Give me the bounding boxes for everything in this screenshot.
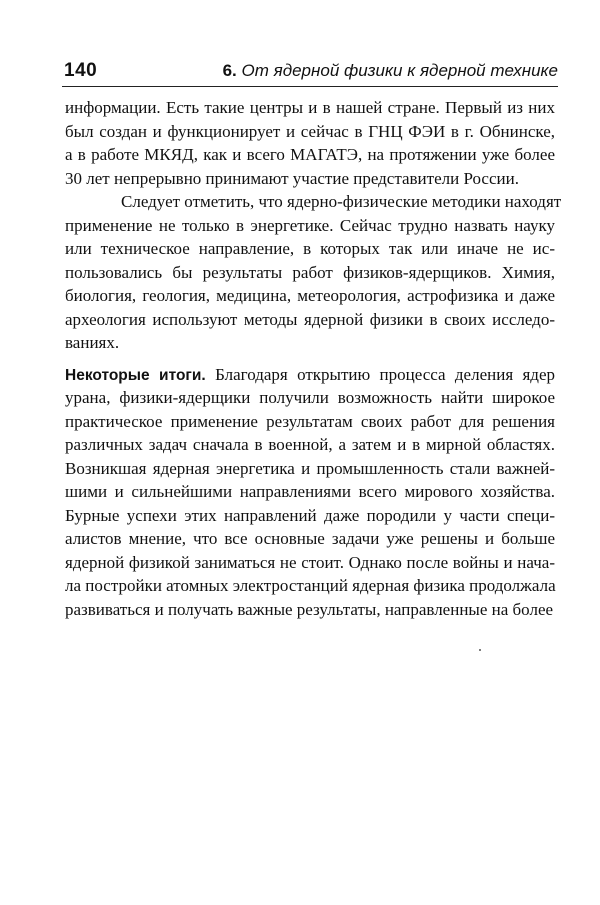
page-header bbox=[62, 58, 558, 86]
text-line: алистов мнение, что все основные задачи уже решены и больше bbox=[65, 529, 555, 548]
text-line: Бурные успехи этих направлений даже породили у части специ- bbox=[65, 505, 555, 525]
running-title bbox=[223, 61, 558, 81]
text-line: или техническое направление, в которых так или иначе не ис- bbox=[65, 239, 555, 258]
text-line: информации. Есть такие центры и в нашей стране. Первый из них bbox=[65, 98, 555, 117]
text-line: шими и сильнейшими направлениями всего мирового хозяйства. bbox=[65, 482, 555, 501]
text-line: Возникшая ядерная энергетика и промышленность стали важней- bbox=[65, 458, 555, 478]
text-line: ядерной физикой заниматься не стоит. Однако после войны и нача- bbox=[65, 552, 555, 572]
text-line: различных задач сначала в военной, а затем и в мирной областях. bbox=[65, 435, 555, 454]
text-line: биология, геология, медицина, метеорология, астрофизика и даже bbox=[65, 286, 555, 305]
text-line: развиваться и получать важные результаты, направленные на более bbox=[65, 599, 554, 619]
paragraph-1 bbox=[65, 96, 555, 190]
text-line: ла постройки атомных электростанций ядерная физика продолжала bbox=[65, 576, 556, 595]
text-line: применение не только в энергетике. Сейчас трудно назвать науку bbox=[65, 215, 555, 235]
run-in-heading: Некоторые итоги. bbox=[65, 366, 206, 384]
text-line-with-heading bbox=[65, 363, 555, 387]
text-line: археология используют методы ядерной физики в своих исследо- bbox=[65, 309, 555, 329]
paragraph-gap bbox=[65, 355, 555, 363]
header-rule bbox=[62, 86, 558, 87]
text-line: 30 лет непрерывно принимают участие представители России. bbox=[65, 168, 519, 188]
chapter-number: 6. bbox=[222, 61, 237, 80]
heading-line-text: Благодаря открытию процесса деления ядер bbox=[215, 364, 555, 384]
paragraph-2 bbox=[65, 190, 562, 355]
paragraph-3 bbox=[65, 363, 555, 622]
page-number: 140 bbox=[64, 60, 98, 81]
text-line: был создан и функционирует и сейчас в ГНЦ ФЭИ в г. Обнинске, bbox=[65, 121, 555, 141]
scan-speck bbox=[479, 649, 481, 651]
chapter-title: От ядерной физики к ядерной технике bbox=[241, 61, 558, 80]
text-line: а в работе МКЯД, как и всего МАГАТЭ, на протяжении уже более bbox=[65, 145, 555, 164]
text-line: Следует отметить, что ядерно-физические методики находят bbox=[121, 192, 562, 211]
text-line: практическое применение результатам своих работ для решения bbox=[65, 411, 555, 431]
text-line: пользовались бы результаты работ физиков-ядерщиков. Химия, bbox=[65, 262, 555, 282]
body-text bbox=[65, 96, 562, 621]
text-line: ваниях. bbox=[65, 333, 120, 352]
text-line: урана, физики-ядерщики получили возможность найти широкое bbox=[65, 388, 555, 407]
